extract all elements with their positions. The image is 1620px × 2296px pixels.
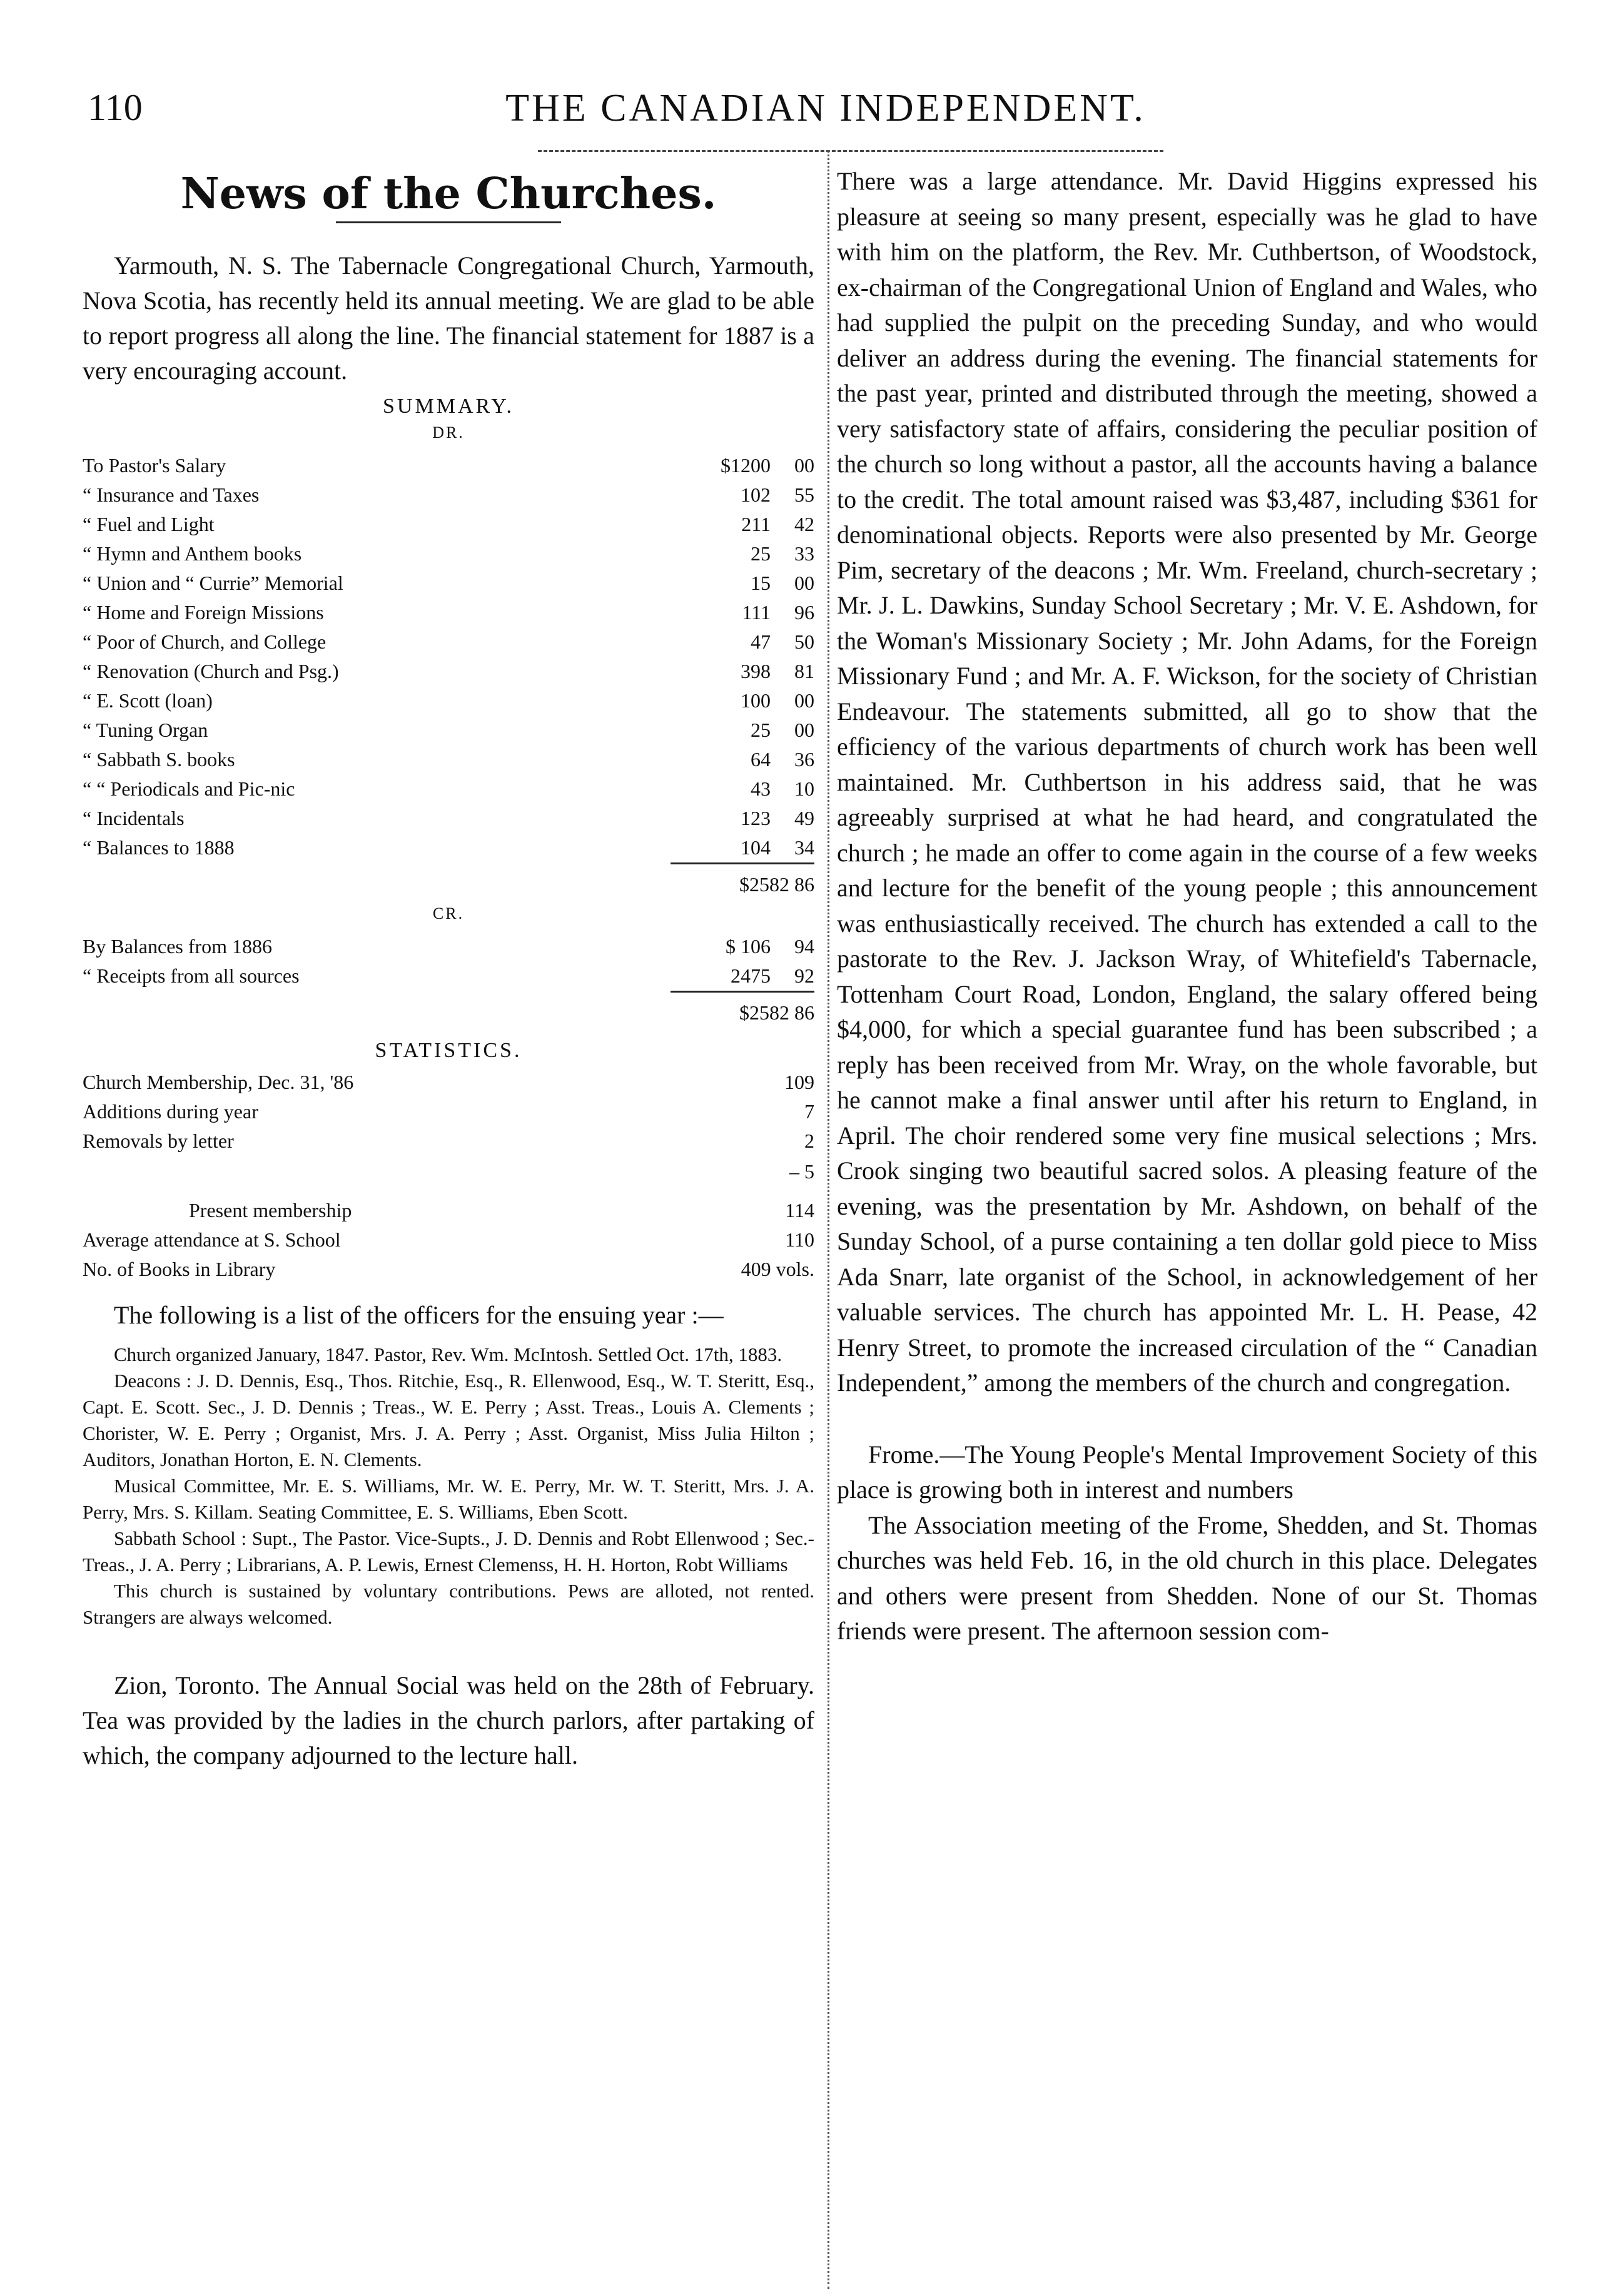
amount-dollars: 25 — [751, 542, 771, 565]
dr-row — [83, 627, 814, 657]
amount-cents: 42 — [794, 513, 814, 535]
amount-cents: 50 — [794, 630, 814, 653]
stats-table-b — [83, 1196, 814, 1284]
right-paragraph-1: There was a large attendance. Mr. David Higgins expressed his pleasure at seeing so many present, especially was he glad to have with him on the platform, the Rev. Mr. Cuthbertson, of Woodstock, ex-chairman of the Congregational Union of England and Wales, who had supplied the pulpit on the preceding Sunday, and who would deliver an address during the evening. The financial statements for the past year, printed and distributed through the meeting, showed a very satisfactory state of affairs, considering the peculiar position of the church so long without a pastor, all the accounts having a balance to the credit. The total amount raised was $3,487, including $361 for denominational objects. Reports were also presented by Mr. George Pim, secretary of the deacons ; Mr. Wm. Freeland, church-secretary ; Mr. J. L. Dawkins, Sunday School Secretary ; Mr. V. E. Ashdown, for the Woman's Missionary Society ; Mr. John Adams, for the Foreign Missionary Fund ; and Mr. A. F. Wickson, for the society of Christian Endeavour. The statements submitted, all go to show that the efficiency of the various departments of church work has been well maintained. Mr. Cuthbertson in his address said, that he was agreeably surprised at what he had heard, and congratulated the church ; he made an offer to come again in the course of a few weeks and lecture for the benefit of the young people ; this announcement was enthusiastically received. The church has extended a call to the pastorate to the Rev. J. Jackson Wray, of Whitefield's Tabernacle, Tottenham Court Road, London, England, the salary offered being $4,000, for which a special guarantee fund has been subscribed ; a reply has been received from Mr. Wray, on the whole favorable, but he cannot make a final answer until after his return to England, in April. The choir rendered some very fine musical selections ; Mrs. Crook singing two beautiful sacred solos. A pleasing feature of the evening, was the presentation by Mr. Ashdown, on behalf of the Sunday School, of a purse containing a ten dollar gold piece to Miss Ada Snarr, late organist of the School, in acknowledgement of her valuable services. The church has appointed Mr. L. H. Pease, 42 Henry Street, to promote the increased circulation of the “ Canadian Independent,” among the members of the church and congregation. — [837, 167, 1537, 1397]
amount-dollars: 43 — [751, 777, 771, 800]
ledger-amount — [654, 510, 814, 539]
dr-total: $2582 86 — [739, 873, 814, 896]
ledger-label: “ Union and “ Currie” Memorial — [83, 572, 343, 594]
ledger-amount — [654, 686, 814, 716]
cr-row — [83, 932, 814, 961]
amount-dollars: 15 — [751, 572, 771, 594]
header-rule — [538, 150, 1163, 152]
amount-dollars: 64 — [751, 748, 771, 771]
stat-label: No. of Books in Library — [83, 1258, 276, 1280]
section-title-rule — [336, 221, 561, 223]
summary-heading: SUMMARY. — [383, 395, 514, 418]
amount-cents: 34 — [794, 836, 814, 859]
officers-intro: The following is a list of the officers for the ensuing year :— — [114, 1301, 724, 1329]
amount-cents: 00 — [794, 689, 814, 712]
stat-value: 2 — [804, 1130, 814, 1152]
dr-row — [83, 657, 814, 686]
ledger-amount — [654, 745, 814, 774]
stat-row — [83, 1196, 814, 1225]
cr-total: $2582 86 — [739, 1001, 814, 1024]
stat-row — [83, 1225, 814, 1255]
zion-paragraph: Zion, Toronto. The Annual Social was held on the 28th of February. Tea was provided by the ladies in the church parlors, after partaking of which, the company adjourned to the lecture hall. — [83, 1671, 814, 1769]
statistics-heading: STATISTICS. — [375, 1039, 522, 1062]
ledger-label: “ Sabbath S. books — [83, 748, 235, 771]
dr-row — [83, 774, 814, 804]
amount-cents: 10 — [794, 777, 814, 800]
amount-cents: 00 — [794, 572, 814, 594]
amount-cents: 96 — [794, 601, 814, 624]
amount-cents: 49 — [794, 807, 814, 829]
ledger-label: “ E. Scott (loan) — [83, 689, 213, 712]
ledger-label: “ Hymn and Anthem books — [83, 542, 302, 565]
ledger-amount — [654, 932, 814, 961]
stat-label: Average attendance at S. School — [83, 1228, 341, 1251]
amount-dollars: $ 106 — [726, 935, 771, 958]
officer-paragraph: Deacons : J. D. Dennis, Esq., Thos. Ritchie, Esq., R. Ellenwood, Esq., W. T. Steritt, Esq., Capt. E. Scott. Sec., J. D. Dennis ; Treas., W. E. Perry ; Asst. Treas., Louis A. Clements ; Chorister, W. E. Perry ; Organist, Mrs. J. A. Perry ; Asst. Organist, Miss Julia Hilton ; Auditors, Jonathan Horton, E. N. Clements. — [83, 1370, 814, 1470]
amount-dollars: 47 — [751, 630, 771, 653]
dr-row — [83, 745, 814, 774]
ledger-label: “ Poor of Church, and College — [83, 630, 327, 653]
ledger-amount — [654, 833, 814, 862]
amount-cents: 00 — [794, 454, 814, 477]
stat-label: Additions during year — [83, 1100, 258, 1123]
dr-row — [83, 833, 814, 862]
ledger-label: “ Fuel and Light — [83, 513, 215, 535]
dr-heading: DR. — [432, 423, 465, 442]
ledger-label: By Balances from 1886 — [83, 935, 273, 958]
stat-row — [83, 1255, 814, 1284]
dr-table — [83, 451, 814, 862]
stat-row — [83, 1097, 814, 1126]
ledger-label: “ “ Periodicals and Pic-nic — [83, 777, 295, 800]
officer-paragraph: Sabbath School : Supt., The Pastor. Vice-Supts., J. D. Dennis and Robt Ellenwood ; Sec.-Treas., J. A. Perry ; Librarians, A. P. Lewis, Ernest Clemenss, H. H. Horton, Robt Williams — [83, 1527, 814, 1575]
amount-cents: 55 — [794, 483, 814, 506]
amount-dollars: 123 — [741, 807, 771, 829]
stat-value: 109 — [784, 1071, 814, 1093]
amount-cents: 92 — [794, 964, 814, 987]
frome-paragraph-2: The Association meeting of the Frome, Shedden, and St. Thomas churches was held Feb. 16, in the old church in this place. Delegates and others were present from Shedden. None of our St. Thomas friends were present. The afternoon session com- — [837, 1510, 1537, 1645]
column-divider — [828, 150, 829, 2289]
amount-dollars: 2475 — [731, 964, 771, 987]
ledger-amount — [654, 480, 814, 510]
stat-label: Church Membership, Dec. 31, '86 — [83, 1071, 354, 1093]
ledger-label: “ Insurance and Taxes — [83, 483, 260, 506]
amount-dollars: 100 — [741, 689, 771, 712]
amount-dollars: 104 — [741, 836, 771, 859]
dr-row — [83, 510, 814, 539]
ledger-amount — [654, 774, 814, 804]
officer-paragraph: Musical Committee, Mr. E. S. Williams, Mr. W. E. Perry, Mr. W. T. Steritt, Mrs. J. A. Perry, Mrs. S. Killam. Seating Committee, E. S. Williams, Eben Scott. — [83, 1475, 814, 1523]
cr-table — [83, 932, 814, 991]
right-column — [837, 164, 1537, 1649]
ledger-amount — [654, 804, 814, 833]
amount-cents: 00 — [794, 719, 814, 741]
dr-row — [83, 804, 814, 833]
ledger-amount — [654, 961, 814, 991]
ledger-amount — [654, 598, 814, 627]
ledger-amount — [654, 569, 814, 598]
dr-row — [83, 480, 814, 510]
ledger-label: “ Balances to 1888 — [83, 836, 235, 859]
frome-paragraph-1: Frome.—The Young People's Mental Improvement Society of this place is growing both in interest and numbers — [837, 1440, 1537, 1504]
amount-dollars: 25 — [751, 719, 771, 741]
left-column — [83, 164, 814, 1773]
dr-row — [83, 569, 814, 598]
stats-net: – 5 — [789, 1160, 814, 1183]
dr-row — [83, 451, 814, 480]
stats-table-a — [83, 1068, 814, 1156]
ledger-label: To Pastor's Salary — [83, 454, 226, 477]
ledger-label: “ Incidentals — [83, 807, 185, 829]
section-title: News of the Churches. — [180, 169, 717, 219]
amount-cents: 81 — [794, 660, 814, 682]
stat-value: 114 — [785, 1199, 814, 1221]
stat-label: Present membership — [189, 1199, 352, 1221]
officers-list — [83, 1342, 814, 1631]
cr-row — [83, 961, 814, 991]
officer-paragraph: This church is sustained by voluntary contributions. Pews are alloted, not rented. Strangers are always welcomed. — [83, 1580, 814, 1628]
stat-row — [83, 1126, 814, 1156]
stat-row — [83, 1068, 814, 1097]
amount-dollars: 102 — [741, 483, 771, 506]
amount-cents: 33 — [794, 542, 814, 565]
ledger-amount — [654, 627, 814, 657]
ledger-label: “ Receipts from all sources — [83, 964, 300, 987]
ledger-amount — [654, 657, 814, 686]
ledger-label: “ Renovation (Church and Psg.) — [83, 660, 339, 682]
ledger-label: “ Tuning Organ — [83, 719, 208, 741]
amount-cents: 36 — [794, 748, 814, 771]
stat-value: 409 vols. — [741, 1258, 814, 1280]
stat-value: 110 — [785, 1228, 814, 1251]
ledger-label: “ Home and Foreign Missions — [83, 601, 324, 624]
cr-heading: CR. — [432, 904, 465, 923]
amount-dollars: 211 — [741, 513, 771, 535]
stat-label: Removals by letter — [83, 1130, 234, 1152]
dr-row — [83, 686, 814, 716]
ledger-amount — [654, 539, 814, 569]
ledger-amount — [654, 716, 814, 745]
officer-paragraph: Church organized January, 1847. Pastor, Rev. Wm. McIntosh. Settled Oct. 17th, 1883. — [114, 1343, 782, 1365]
dr-row — [83, 598, 814, 627]
yarmouth-intro: Yarmouth, N. S. The Tabernacle Congregational Church, Yarmouth, Nova Scotia, has recently held its annual meeting. We are glad to be able to report progress all along the line. The financial statement for 1887 is a very encouraging account. — [83, 251, 814, 385]
dr-row — [83, 539, 814, 569]
dr-row — [83, 716, 814, 745]
page-number: 110 — [88, 87, 143, 128]
ledger-amount — [654, 451, 814, 480]
stat-value: 7 — [804, 1100, 814, 1123]
amount-dollars: 111 — [742, 601, 771, 624]
masthead: THE CANADIAN INDEPENDENT. — [505, 87, 1146, 129]
amount-dollars: $1200 — [721, 454, 771, 477]
amount-cents: 94 — [794, 935, 814, 958]
amount-dollars: 398 — [741, 660, 771, 682]
